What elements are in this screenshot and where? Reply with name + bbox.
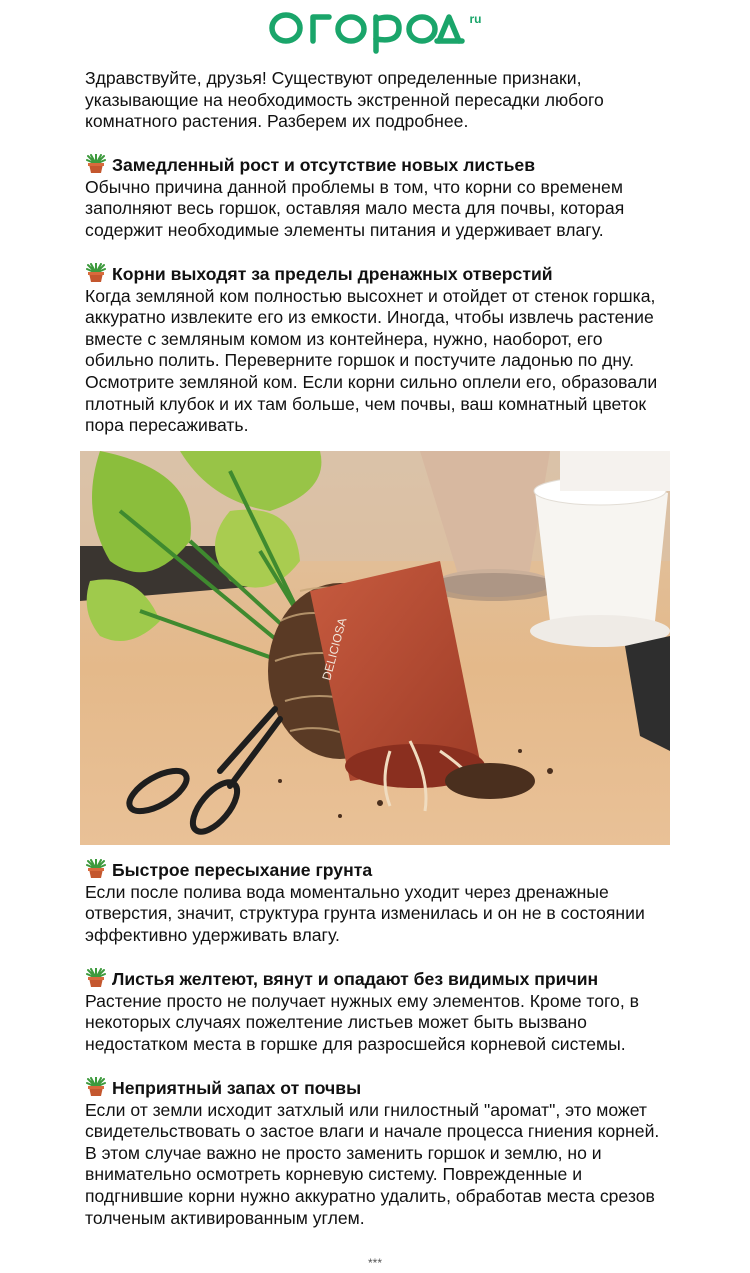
separator: *** (367, 1256, 382, 1270)
section-1-text: Обычно причина данной проблемы в том, что корни со временем заполняют весь горшок, оставляя мало места для почвы, которая содержит необходимые элементы питания и удерживает влагу. (85, 176, 625, 240)
potted-plant-icon (85, 263, 107, 283)
potted-plant-icon (85, 154, 107, 174)
logo[interactable] (269, 8, 482, 54)
repotting-illustration (80, 451, 670, 845)
section-1-heading (85, 154, 665, 177)
section-3-text: Если после полива вода моментально уходит через дренажные отверстия, значит, структура грунта изменилась и он не в состоянии эффективно удерживать влагу. (85, 881, 645, 945)
article-block-2 (85, 859, 665, 1229)
header (0, 0, 750, 62)
pot-label: DELICIOSA (319, 616, 350, 682)
section-5-text: Если от земли исходит затхлый или гнилостный "аромат", это может свидетельствовать о застое влаги и начале процесса гниения корней. В этом случае важно не просто заменить горшок и землю, но и внимательно осмотреть корневую систему. Поврежденные и подгнившие корни нужно аккуратно удалить, обработав места срезов толченым активированным углем. (85, 1099, 660, 1228)
section-5 (85, 1077, 665, 1229)
section-2-heading (85, 263, 665, 286)
intro-text: Здравствуйте, друзья! Существуют определенные признаки, указывающие на необходимость экстренной пересадки любого комнатного растения. Разберем их подробнее. (85, 68, 604, 132)
potted-plant-icon (85, 1077, 107, 1097)
potted-plant-icon (85, 968, 107, 988)
section-3 (85, 859, 665, 946)
section-1-title: Замедленный рост и отсутствие новых листьев (112, 155, 536, 175)
section-4-heading (85, 968, 665, 991)
logo-wordmark (269, 8, 469, 54)
section-4 (85, 968, 665, 1055)
section-5-heading (85, 1077, 665, 1100)
logo-suffix: ru (469, 12, 482, 26)
section-1 (85, 154, 665, 241)
potted-plant-icon (85, 859, 107, 879)
section-4-text: Растение просто не получает нужных ему элементов. Кроме того, в некоторых случаях пожелтение листьев может быть вызвано недостатком места в горшке для разросшейся корневой системы. (85, 990, 639, 1054)
article-block-1 (85, 154, 665, 437)
article-photo (80, 451, 670, 845)
section-4-title: Листья желтеют, вянут и опадают без видимых причин (112, 968, 599, 989)
section-3-title: Быстрое пересыхание грунта (112, 860, 373, 880)
article-intro (85, 68, 665, 133)
section-2 (85, 263, 665, 437)
section-2-text: Когда земляной ком полностью высохнет и отойдет от стенок горшка, аккуратно извлеките его из емкости. Иногда, чтобы извлечь растение вместе с земляным комом из контейнера, нужно, наоборот, его обильно полить. Переверните горшок и постучите ладонью по дну. Осмотрите земляной ком. Если корни сильно оплели его, образовали плотный клубок и их там больше, чем почвы, ваш комнатный цветок пора пересаживать. (85, 285, 658, 436)
section-2-title: Корни выходят за пределы дренажных отверстий (112, 263, 553, 284)
section-3-heading (85, 859, 665, 882)
section-5-title: Неприятный запах от почвы (112, 1077, 362, 1098)
